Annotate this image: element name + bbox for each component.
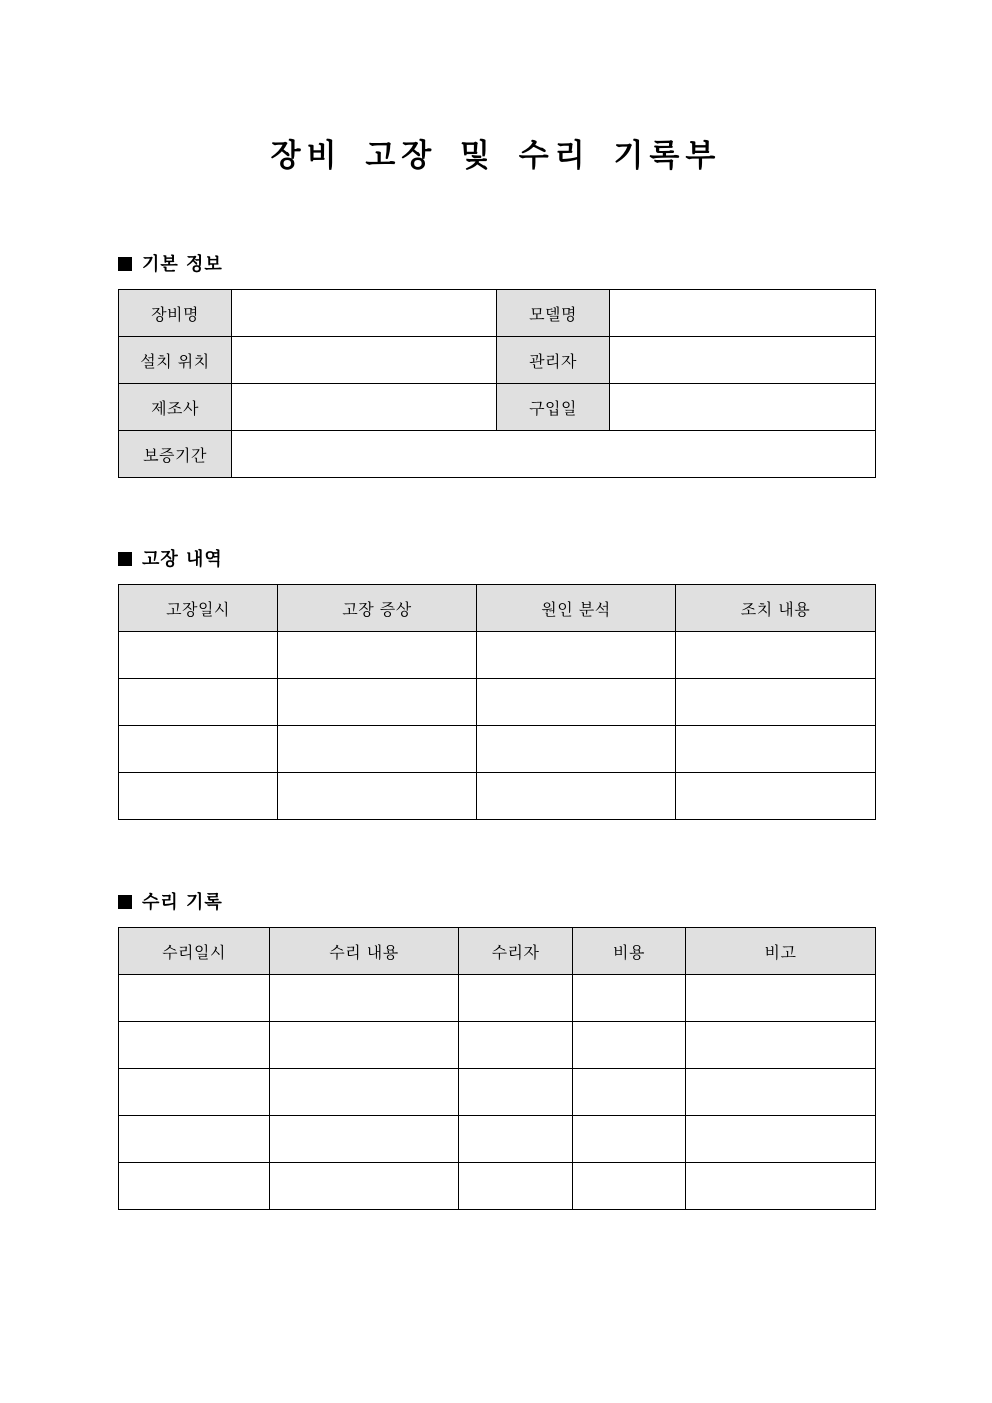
table-cell[interactable] (686, 1022, 876, 1069)
equipment-name-label: 장비명 (119, 290, 232, 337)
table-row (119, 975, 876, 1022)
table-cell[interactable] (278, 773, 477, 820)
table-cell[interactable] (119, 1022, 270, 1069)
purchase-date-field[interactable] (610, 384, 876, 431)
table-cell[interactable] (676, 679, 876, 726)
square-bullet-icon (118, 552, 132, 566)
section-heading-failure-history (118, 547, 223, 573)
table-row (119, 290, 876, 337)
table-row (119, 773, 876, 820)
column-header: 조치 내용 (676, 585, 876, 632)
table-cell[interactable] (676, 726, 876, 773)
table-cell[interactable] (119, 632, 278, 679)
model-name-field[interactable] (610, 290, 876, 337)
install-location-label: 설치 위치 (119, 337, 232, 384)
install-location-field[interactable] (232, 337, 497, 384)
table-row (119, 1069, 876, 1116)
manufacturer-field[interactable] (232, 384, 497, 431)
table-row (119, 1116, 876, 1163)
table-cell[interactable] (459, 1116, 573, 1163)
failure-history-table (118, 584, 876, 820)
table-cell[interactable] (119, 773, 278, 820)
table-cell[interactable] (676, 773, 876, 820)
table-cell[interactable] (573, 975, 686, 1022)
section-heading-basic-info (118, 252, 223, 278)
table-cell[interactable] (270, 975, 459, 1022)
table-row (119, 384, 876, 431)
table-cell[interactable] (477, 726, 676, 773)
column-header: 고장 증상 (278, 585, 477, 632)
table-cell[interactable] (278, 679, 477, 726)
repair-record-table (118, 927, 876, 1210)
page-title: 장비 고장 및 수리 기록부 (270, 138, 722, 174)
table-cell[interactable] (686, 975, 876, 1022)
table-cell[interactable] (573, 1022, 686, 1069)
table-cell[interactable] (676, 632, 876, 679)
table-cell[interactable] (573, 1116, 686, 1163)
manager-field[interactable] (610, 337, 876, 384)
manager-label: 관리자 (497, 337, 610, 384)
section-heading-label: 고장 내역 (142, 549, 223, 570)
table-cell[interactable] (278, 632, 477, 679)
table-cell[interactable] (119, 679, 278, 726)
section-heading-label: 수리 기록 (142, 892, 223, 913)
table-row (119, 1163, 876, 1210)
table-cell[interactable] (477, 632, 676, 679)
table-cell[interactable] (686, 1163, 876, 1210)
table-cell[interactable] (477, 773, 676, 820)
table-cell[interactable] (270, 1022, 459, 1069)
model-name-label: 모델명 (497, 290, 610, 337)
basic-info-table (118, 289, 876, 478)
table-row (119, 726, 876, 773)
column-header: 수리일시 (119, 928, 270, 975)
table-cell[interactable] (119, 1116, 270, 1163)
purchase-date-label: 구입일 (497, 384, 610, 431)
column-header: 비고 (686, 928, 876, 975)
table-row (119, 1022, 876, 1069)
table-cell[interactable] (573, 1069, 686, 1116)
square-bullet-icon (118, 257, 132, 271)
table-cell[interactable] (270, 1163, 459, 1210)
table-row (119, 431, 876, 478)
column-header: 수리 내용 (270, 928, 459, 975)
table-cell[interactable] (270, 1116, 459, 1163)
square-bullet-icon (118, 895, 132, 909)
section-heading-repair-record (118, 890, 223, 916)
warranty-period-field[interactable] (232, 431, 876, 478)
table-cell[interactable] (459, 1022, 573, 1069)
column-header: 고장일시 (119, 585, 278, 632)
table-cell[interactable] (119, 726, 278, 773)
table-row (119, 679, 876, 726)
table-cell[interactable] (573, 1163, 686, 1210)
table-cell[interactable] (459, 1069, 573, 1116)
table-cell[interactable] (119, 975, 270, 1022)
column-header: 수리자 (459, 928, 573, 975)
table-cell[interactable] (119, 1069, 270, 1116)
table-cell[interactable] (686, 1069, 876, 1116)
column-header: 비용 (573, 928, 686, 975)
table-row (119, 337, 876, 384)
table-cell[interactable] (686, 1116, 876, 1163)
table-cell[interactable] (459, 975, 573, 1022)
table-cell[interactable] (477, 679, 676, 726)
table-header-row (119, 585, 876, 632)
table-cell[interactable] (119, 1163, 270, 1210)
table-row (119, 632, 876, 679)
manufacturer-label: 제조사 (119, 384, 232, 431)
column-header: 원인 분석 (477, 585, 676, 632)
table-cell[interactable] (270, 1069, 459, 1116)
equipment-name-field[interactable] (232, 290, 497, 337)
table-cell[interactable] (278, 726, 477, 773)
table-header-row (119, 928, 876, 975)
section-heading-label: 기본 정보 (142, 254, 223, 275)
warranty-period-label: 보증기간 (119, 431, 232, 478)
table-cell[interactable] (459, 1163, 573, 1210)
